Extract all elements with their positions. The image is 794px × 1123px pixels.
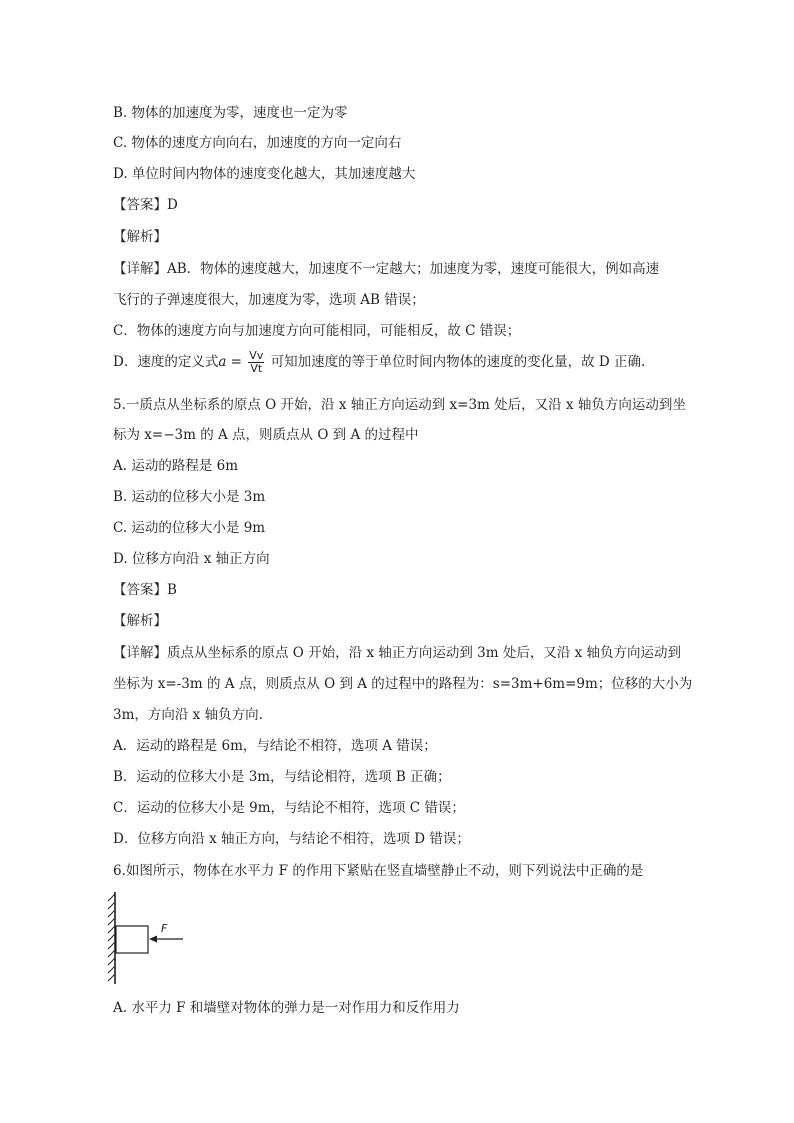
- fraction-numerator: Vv: [249, 349, 264, 362]
- q5-detail-line-3: 3m，方向沿 x 轴负方向.: [113, 707, 263, 723]
- formula-fraction: [248, 350, 264, 375]
- fraction-denominator: Vt: [250, 362, 263, 375]
- detail-text: 质点从坐标系的原点 O 开始，沿 x 轴正方向运动到 3m 处后，又沿 x 轴负方向运动到: [167, 645, 682, 661]
- q4-option-c: C. 物体的速度方向向右，加速度的方向一定向右: [113, 135, 402, 151]
- q5-stem-line-2: 标为 x=−3m 的 A 点，则质点从 O 到 A 的过程中: [113, 427, 419, 443]
- q4-option-d: D. 单位时间内物体的速度变化越大，其加速度越大: [113, 166, 416, 182]
- q4-detail-line-4: [113, 350, 645, 375]
- wall-force-diagram: [105, 892, 195, 984]
- q4-detail-line-1: [113, 260, 659, 278]
- force-arrow-head: [149, 936, 157, 943]
- formula-a: a: [218, 354, 227, 370]
- q4-detail-line-2: 飞行的子弹速度很大，加速度为零，选项 AB 错误；: [113, 292, 425, 308]
- detail-text-post: 可知加速度的等于单位时间内物体的速度的变化量，故 D 正确.: [266, 354, 646, 370]
- q5-option-d: D. 位移方向沿 x 轴正方向: [113, 551, 270, 567]
- answer-value: B: [167, 582, 177, 598]
- q5-answer: [113, 581, 177, 599]
- q4-detail-line-3: C．物体的速度方向与加速度方向可能相同，可能相反，故 C 错误；: [113, 323, 521, 339]
- formula-eq: =: [226, 354, 247, 370]
- q6-option-a: A. 水平力 F 和墙壁对物体的弹力是一对作用力和反作用力: [113, 1000, 460, 1016]
- q4-analysis-tag: 【解析】: [113, 229, 167, 245]
- q5-detail-line-6: C．运动的位移大小是 9m，与结论不相符，选项 C 错误；: [113, 800, 465, 816]
- q5-option-b: B. 运动的位移大小是 3m: [113, 489, 266, 505]
- detail-text-pre: D．速度的定义式: [113, 354, 219, 370]
- q5-detail-line-5: B．运动的位移大小是 3m，与结论相符，选项 B 正确；: [113, 769, 451, 785]
- q5-option-a: A. 运动的路程是 6m: [113, 458, 239, 474]
- q4-option-b: B. 物体的加速度为零，速度也一定为零: [113, 105, 348, 121]
- q5-stem-line-1: 5.一质点从坐标系的原点 O 开始，沿 x 轴正方向运动到 x=3m 处后，又沿 x 轴负方向运动到坐: [113, 397, 686, 413]
- q5-detail-line-7: D．位移方向沿 x 轴正方向，与结论不相符，选项 D 错误；: [113, 831, 470, 847]
- force-label: F: [161, 922, 168, 935]
- block: [116, 926, 148, 953]
- wall-hatch: [108, 894, 115, 981]
- detail-tag: 【详解】: [113, 261, 167, 277]
- answer-tag: 【答案】: [113, 197, 167, 213]
- q5-detail-line-1: [113, 644, 681, 662]
- detail-text: AB．物体的速度越大，加速度不一定越大；加速度为零，速度可能很大，例如高速: [167, 261, 660, 277]
- q5-detail-line-4: A．运动的路程是 6m，与结论不相符，选项 A 错误；: [113, 738, 437, 754]
- q5-detail-line-2: 坐标为 x=-3m 的 A 点，则质点从 O 到 A 的过程中的路程为：s=3m+6m=9m；位移的大小为: [113, 676, 693, 692]
- q6-stem: 6.如图所示，物体在水平力 F 的作用下紧贴在竖直墙壁静止不动，则下列说法中正确的是: [113, 863, 644, 879]
- q5-option-c: C. 运动的位移大小是 9m: [113, 520, 266, 536]
- q4-answer: [113, 196, 178, 214]
- q5-analysis-tag: 【解析】: [113, 613, 167, 629]
- answer-value: D: [167, 197, 178, 213]
- detail-tag: 【详解】: [113, 645, 167, 661]
- answer-tag: 【答案】: [113, 582, 167, 598]
